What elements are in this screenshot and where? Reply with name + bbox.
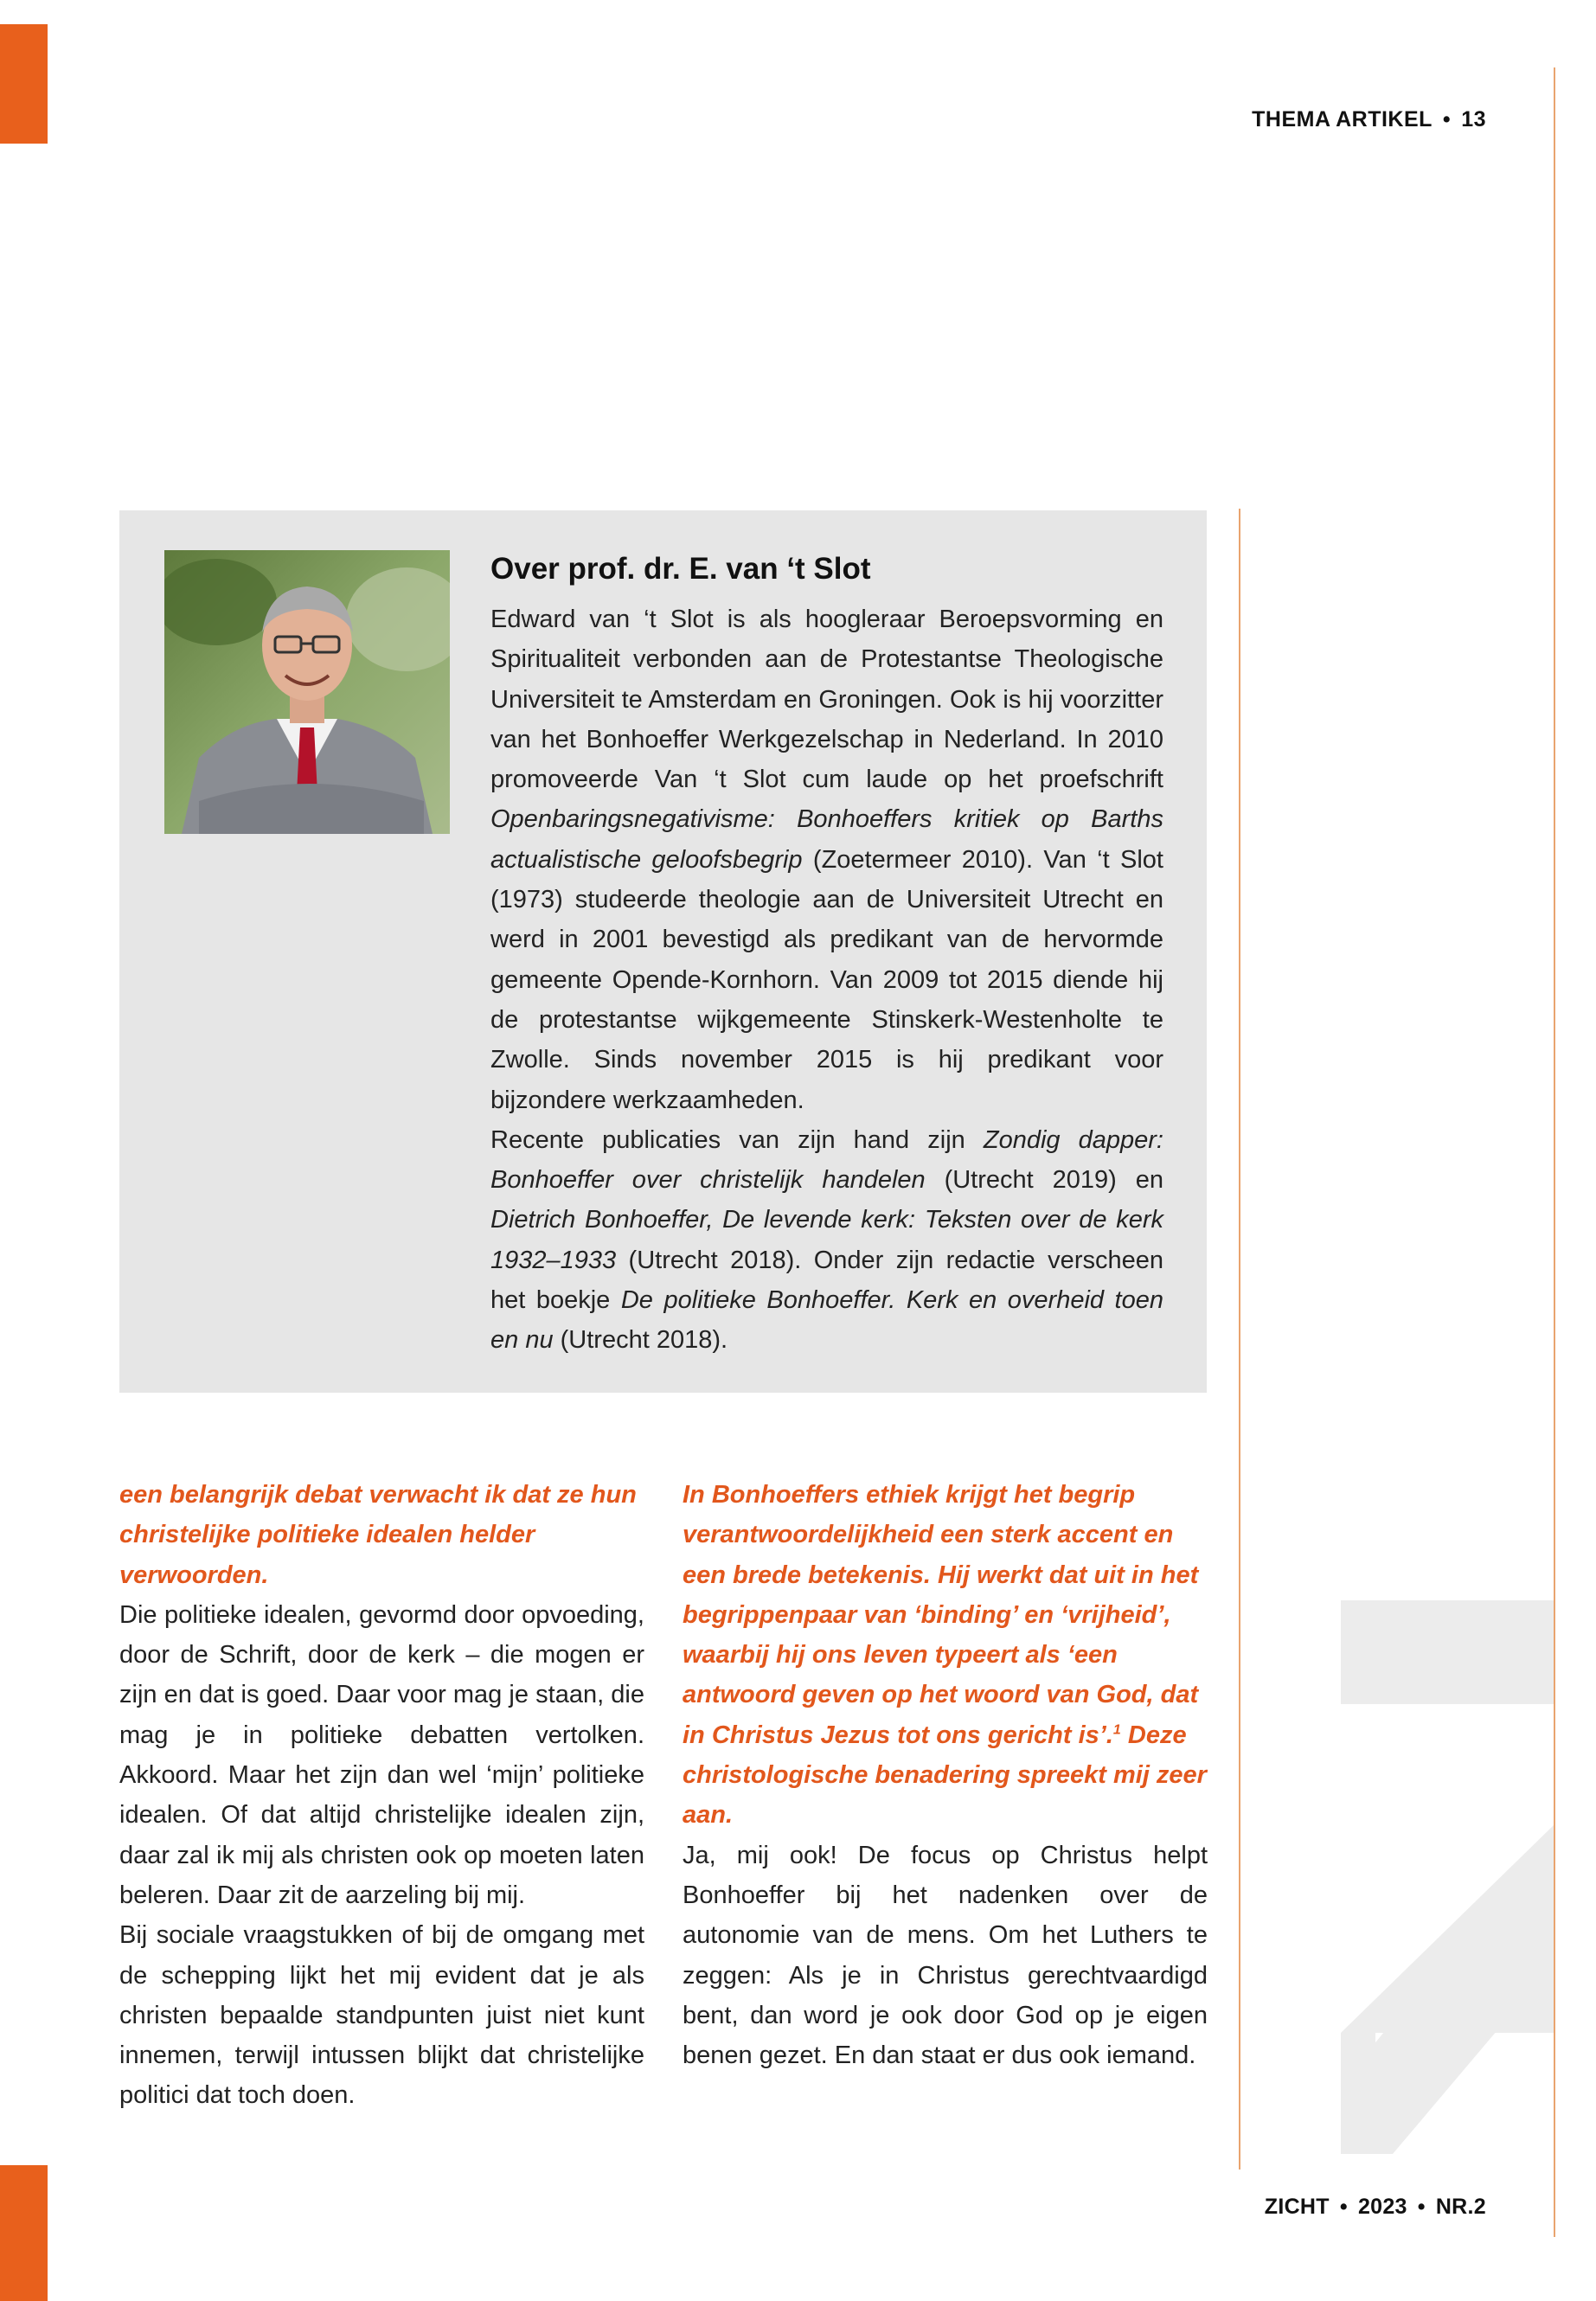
section-label: THEMA ARTIKEL [1252, 107, 1433, 131]
bio-text-run: Recente publicaties van zijn hand zijn [490, 1125, 984, 1154]
bio-publication-title: Dietrich Bonhoeffer, De levende kerk: Teksten over de kerk 1932–1933 [490, 1206, 1163, 1274]
decorative-numeral-shape [1341, 1600, 1554, 2154]
bio-publication-title: De politieke Bonhoeffer. Kerk en overheid toen en nu [490, 1286, 1164, 1355]
left-column [119, 1475, 644, 2116]
interview-question: een belangrijk debat verwacht ik dat ze hun christelijke politieke idealen helder verwoorden. [119, 1481, 637, 1589]
bottom-orange-tab [0, 2165, 48, 2301]
bullet-separator: • [1442, 107, 1452, 131]
footnote-marker: 1 [1112, 1722, 1121, 1738]
question-text: In Bonhoeffers ethiek krijgt het begrip verantwoordelijkheid een sterk accent en een brede betekenis. Hij werkt dat uit in het begrippenpaar van ‘binding’ en ‘vrijheid’, waarbij hij ons leven typeert als ‘een antwoord geven op het woord van God, dat in Christus Jezus tot ons gericht is’. [683, 1481, 1199, 1749]
bio-text-run: (Utrecht 2018). Onder zijn redactie verscheen het boekje [490, 1246, 1163, 1315]
answer-paragraph-2: Bij sociale vraagstukken of bij de omgang met de schepping lijkt het mij evident dat je als christen bepaalde standpunten juist niet kunt innemen, terwijl intussen blijkt dat christelijke politici dat toch doen. [119, 1921, 644, 2110]
bullet-separator: • [1339, 2195, 1348, 2219]
page-number: 13 [1461, 107, 1486, 131]
answer-paragraph-1: Die politieke idealen, gevormd door opvoeding, door de Schrift, door de kerk – die mogen er zijn en dat is goed. Daar voor mag je staan, die mag je in politieke debatten vertolken. Akkoord. Maar het zijn dan wel ‘mijn’ politieke idealen. Of dat altijd christelijke idealen zijn, daar zal ik mij als christen ook op moeten laten beleren. Daar zit de aarzeling bij mij. [119, 1600, 644, 1909]
page-header [1252, 107, 1486, 132]
bio-paragraph-1 [490, 599, 1163, 1120]
bio-text [490, 599, 1163, 1361]
bio-dissertation-title: Openbaringsnegativisme: Bonhoeffers kritiek op Barths actualistische geloofsbegrip [490, 805, 1163, 874]
question-text: Deze christologische benadering spreekt mij zeer aan. [683, 1721, 1207, 1830]
bio-text-run: (Utrecht 2019) en [925, 1166, 1163, 1195]
bullet-separator: • [1417, 2195, 1426, 2219]
inner-vertical-rule [1239, 509, 1240, 2170]
right-column [683, 1475, 1208, 2075]
author-portrait [164, 550, 450, 834]
bio-text-run: (Zoetermeer 2010). Van ‘t Slot (1973) studeerde theologie aan de Universiteit Utrecht en werd in 2001 bevestigd als predikant van de hervormde gemeente Opende-Kornhorn. Van 2009 tot 2015 diende hij de protestantse wijkgemeente Stinskerk-Westenholte te Zwolle. Sinds november 2015 is hij predikant voor bijzondere werkzaamheden. [490, 845, 1163, 1114]
issue-number: NR.2 [1435, 2195, 1486, 2219]
outer-vertical-rule [1554, 67, 1555, 2237]
bio-paragraph-2 [490, 1120, 1163, 1361]
bio-title: Over prof. dr. E. van ‘t Slot [490, 552, 871, 586]
interview-question [683, 1475, 1208, 1836]
bio-text-run: Edward van ‘t Slot is als hoogleraar Beroepsvorming en Spiritualiteit verbonden aan de Protestantse Theologische Universiteit te Amsterdam en Groningen. Ook is hij voorzitter van het Bonhoeffer Werkgezelschap in Nederland. In 2010 promoveerde Van ‘t Slot cum laude op het proefschrift [490, 606, 1163, 794]
magazine-name: ZICHT [1264, 2195, 1330, 2219]
answer-paragraph: Ja, mij ook! De focus op Christus helpt Bonhoeffer bij het nadenken over de autonomie van de mens. Om het Luthers te zeggen: Als je in Christus gerechtvaardigd bent, dan word je ook door God op je eigen benen gezet. En dan staat er dus ook iemand. [683, 1841, 1208, 2070]
page-footer [1265, 2195, 1486, 2220]
issue-year: 2023 [1357, 2195, 1407, 2219]
bio-publication-title: Zondig dapper: Bonhoeffer over christelijk handelen [490, 1125, 1163, 1195]
bio-text-run: (Utrecht 2018). [553, 1326, 728, 1355]
top-orange-tab [0, 24, 48, 144]
